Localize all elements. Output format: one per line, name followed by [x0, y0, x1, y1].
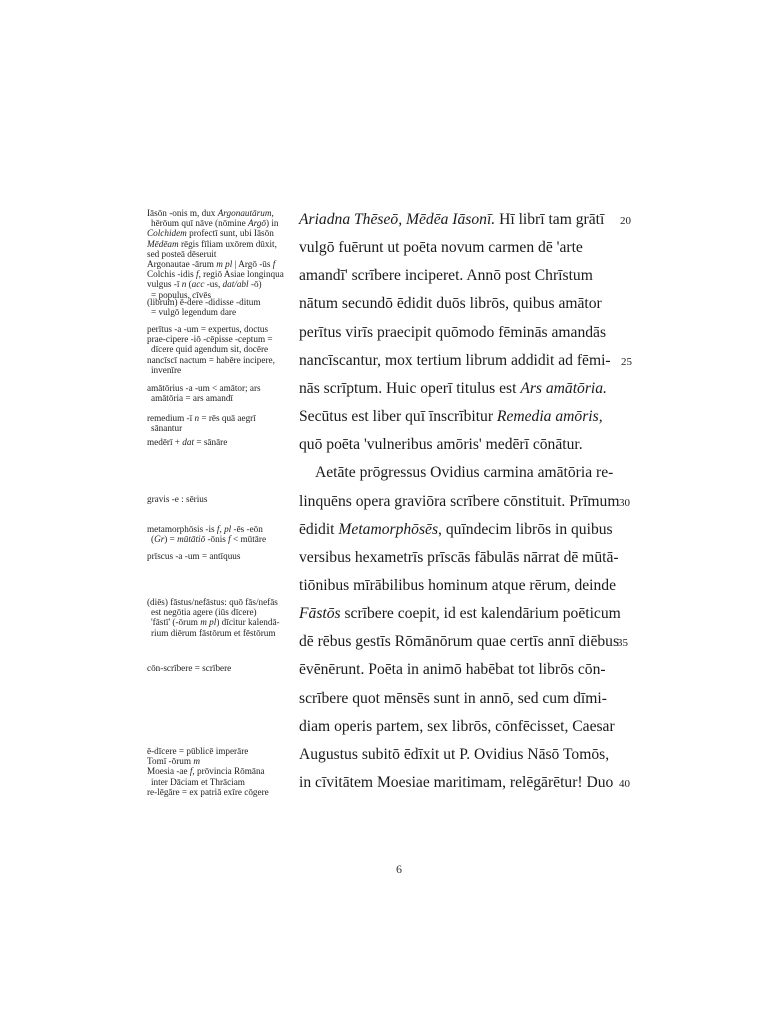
gloss-line: vulgus -ī n (acc -us, dat/abl -ō)	[147, 279, 262, 290]
gloss-entry	[147, 663, 292, 673]
text-line	[299, 604, 621, 624]
gloss-line: est negōtia agere (iūs dīcere)	[151, 607, 257, 618]
text-line	[299, 435, 583, 455]
text-line	[299, 323, 606, 343]
gloss-line: amātōrius -a -um < amātor; ars	[147, 383, 261, 393]
gloss-line: Mēdēam rēgis fīliam uxōrem dūxit,	[147, 238, 277, 249]
page-number: 6	[396, 862, 402, 876]
gloss-line: (diēs) fāstus/nefāstus: quō fās/nefās	[147, 597, 278, 607]
gloss-line: sānantur	[151, 423, 183, 434]
text-segment: linquēns opera graviōra scrībere cōnstituit. Prīmum	[299, 492, 620, 510]
text-segment: in cīvitātem Moesiae maritimam, relēgārētur! Duo	[299, 774, 614, 791]
gloss-entry	[147, 324, 292, 355]
text-line	[315, 463, 613, 483]
text-segment: perītus virīs praecipit quōmodo fēminās amandās	[299, 323, 607, 341]
text-line	[299, 717, 615, 737]
gloss-entry	[147, 597, 292, 638]
gloss-entry	[147, 437, 292, 447]
gloss-entry	[147, 383, 292, 403]
italic-text: Metamorphōsēs	[338, 520, 439, 538]
gloss-line: hērōum quī nāve (nōmine Argō) in	[151, 218, 279, 229]
gloss-line: metamorphōsis -is f, pl -ēs -eōn	[147, 524, 263, 534]
gloss-line: remedium -ī n = rēs quā aegrī	[147, 413, 256, 423]
text-segment: Hī librī tam grātī	[495, 211, 605, 228]
text-line	[299, 745, 609, 765]
text-line	[299, 210, 604, 230]
text-segment: ēdidit	[299, 520, 339, 538]
gloss-line: re-lēgāre = ex patriā exīre cōgere	[147, 786, 269, 797]
gloss-line: Colchidem profectī sunt, ubi Iāsōn	[147, 228, 274, 239]
gloss-line: medērī + dat = sānāre	[147, 437, 228, 447]
text-segment: tiōnibus mīrābilibus hominum atque rērum, deinde	[299, 576, 617, 594]
text-line	[299, 266, 593, 286]
text-segment: amandī' scrībere inciperet. Annō post Chrīstum	[299, 267, 593, 285]
gloss-entry	[147, 355, 292, 375]
text-line	[299, 492, 619, 512]
text-line	[299, 660, 606, 680]
gloss-line: perītus -a -um = expertus, doctus	[147, 324, 269, 334]
gloss-line: prīscus -a -um = antīquus	[147, 551, 241, 561]
gloss-line: gravis -e : sērius	[147, 494, 208, 504]
text-line	[299, 351, 611, 371]
text-segment: dē rēbus gestīs Rōmānōrum quae certīs annī diēbus	[299, 633, 620, 651]
gloss-line: cōn-scrībere = scrībere	[147, 663, 232, 673]
gloss-line: Iāsōn -onis m, dux Argonautārum,	[147, 208, 274, 218]
italic-text: Ars amātōria.	[520, 379, 607, 397]
text-line	[299, 238, 583, 258]
text-line	[299, 407, 603, 427]
italic-text: Ariadna Thēseō, Mēdēa Iāsonī.	[299, 211, 496, 228]
text-segment: ēvēnērunt. Poēta in animō habēbat tot librōs cōn-	[299, 661, 606, 679]
text-segment: nancīscantur, mox tertium librum addidit ad fēmi-	[299, 351, 611, 369]
line-number: 40	[619, 778, 630, 790]
gloss-line: = populus, cīvēs	[151, 289, 212, 300]
text-segment: , quīndecim librōs in quibus	[438, 520, 613, 538]
text-line	[299, 520, 613, 540]
text-line	[299, 689, 607, 709]
gloss-entry	[147, 413, 292, 433]
text-segment: versibus hexametrīs prīscās fābulās nārrat dē mūtā-	[299, 548, 619, 566]
line-number: 35	[617, 637, 628, 650]
text-line	[299, 379, 607, 399]
italic-text: Remedia amōris,	[496, 408, 603, 426]
gloss-line: Argonautae -ārum m pl | Argō -ūs f	[147, 259, 276, 270]
text-line	[299, 576, 616, 596]
text-segment: vulgō fuērunt ut poēta novum carmen dē 'arte	[299, 239, 583, 257]
text-segment: nātum secundō ēdidit duōs librōs, quibus amātor	[299, 295, 602, 313]
text-segment: diam operis partem, sex librōs, cōnfēcisset, Caesar	[299, 717, 615, 735]
line-number: 30	[619, 496, 630, 509]
gloss-line: ē-dīcere = pūblicē imperāre	[147, 746, 249, 756]
gloss-line: sed posteā dēseruit	[147, 248, 217, 259]
gloss-line: (librum) ē-dere -didisse -ditum	[147, 297, 261, 307]
gloss-entry	[147, 494, 292, 504]
text-segment: nās scrīptum. Huic operī titulus est	[299, 379, 521, 397]
line-number: 25	[621, 355, 632, 368]
text-segment: Augustus subitō ēdīxit ut P. Ovidius Nāsō Tomōs,	[299, 745, 610, 763]
gloss-line: 'fāstī' (-ōrum m pl) dīcitur kalendā-	[151, 617, 280, 628]
italic-text: Fāstōs	[299, 605, 341, 623]
gloss-line: Tomī -ōrum m	[147, 756, 200, 767]
gloss-entry	[147, 524, 292, 544]
gloss-entry	[147, 297, 292, 317]
text-line	[299, 632, 619, 652]
gloss-line: rium diērum fāstōrum et fēstōrum	[151, 627, 276, 638]
text-line	[299, 294, 602, 314]
gloss-line: invenīre	[151, 365, 182, 376]
gloss-entry	[147, 551, 292, 561]
text-segment: Secūtus est liber quī īnscrībitur	[299, 408, 497, 426]
gloss-line: Moesia -ae f, prōvincia Rōmāna	[147, 766, 265, 777]
gloss-line: Colchis -idis f, regiō Asiae longinqua	[147, 269, 284, 280]
gloss-entry	[147, 746, 292, 797]
gloss-entry	[147, 208, 292, 300]
text-segment: scrībere coepit, id est kalendārium poēticum	[340, 605, 621, 623]
text-segment: quō poēta 'vulneribus amōris' medērī cōnātur.	[299, 436, 583, 454]
gloss-line: = vulgō legendum dare	[151, 307, 237, 318]
gloss-line: amātōria = ars amandī	[151, 393, 233, 404]
gloss-line: prae-cipere -iō -cēpisse -ceptum =	[147, 334, 273, 345]
gloss-line: dīcere quid agendum sit, docēre	[151, 344, 269, 355]
text-segment: Aetāte prōgressus Ovidius carmina amātōria re-	[315, 464, 614, 482]
gloss-line: (Gr) = mūtātiō -ōnis f < mūtāre	[151, 534, 267, 545]
text-line	[299, 773, 613, 793]
text-segment: scrībere quot mēnsēs sunt in annō, sed cum dīmi-	[299, 689, 607, 707]
line-number: 20	[620, 215, 631, 227]
gloss-line: nancīscī nactum = habēre incipere,	[147, 355, 275, 365]
text-line	[299, 548, 619, 568]
gloss-line: inter Dāciam et Thrāciam	[151, 776, 245, 787]
